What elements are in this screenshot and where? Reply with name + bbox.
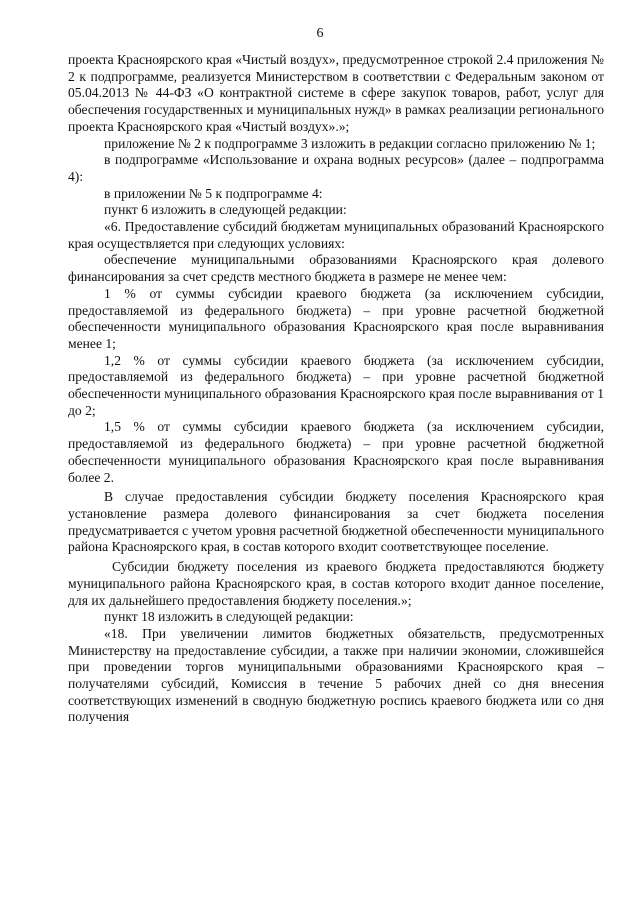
paragraph-5: пункт 6 изложить в следующей редакции: — [104, 202, 347, 218]
page-number: 6 — [316, 26, 324, 41]
document-body — [68, 52, 604, 726]
paragraph-11: В случае предоставления субсидии бюджету поселения Красноярского края установление размера долевого финансирования за счет бюджета поселения предусматривается с учетом уровня расчетной бюджетной обеспеченности муниципального района Красноярского края, в состав которого входит соответствующее поселение. — [68, 489, 604, 555]
paragraph-2: приложение № 2 к подпрограмме 3 изложить в редакции согласно приложению № 1; — [104, 135, 596, 151]
paragraph-6: «6. Предоставление субсидий бюджетам муниципальных образований Красноярского края осуществляется при следующих условиях: — [68, 219, 604, 251]
paragraph-8: 1 % от суммы субсидии краевого бюджета (за исключением субсидии, предоставляемой из федерального бюджета) – при уровне расчетной бюджетной обеспеченности муниципального образования Красноярского края после выравнивания менее 1; — [68, 285, 604, 351]
paragraph-12: Субсидии бюджету поселения из краевого бюджета предоставляются бюджету муниципального района Красноярского края, в состав которого входит данное поселение, для их дальнейшего предоставления бюджету поселения.»; — [68, 559, 604, 608]
paragraph-10: 1,5 % от суммы субсидии краевого бюджета (за исключением субсидии, предоставляемой из федерального бюджета) – при уровне расчетной бюджетной обеспеченности муниципального образования Красноярского края после выравнивания более 2. — [68, 419, 604, 485]
paragraph-3: в подпрограмме «Использование и охрана водных ресурсов» (далее – подпрограмма 4): — [68, 152, 604, 184]
paragraph-1: проекта Красноярского края «Чистый воздух», предусмотренное строкой 2.4 приложения № 2 к подпрограмме, реализуется Министерством в соответствии с Федеральным законом от 05.04.2013 № 44-ФЗ «О контрактной системе в сфере закупок товаров, работ, услуг для обеспечения государственных и муниципальных нужд» в рамках реализации регионального проекта Красноярского края «Чистый воздух».»; — [68, 52, 604, 134]
paragraph-14: «18. При увеличении лимитов бюджетных обязательств, предусмотренных Министерству на предоставление субсидии, а также при наличии экономии, сложившейся при проведении торгов муниципальными образованиями Красноярского края – получателями субсидий, Комиссия в течение 5 рабочих дней со дня внесения соответствующих изменений в сводную бюджетную роспись краевого бюджета или со дня получения — [68, 625, 604, 725]
paragraph-7: обеспечение муниципальными образованиями Красноярского края долевого финансирования за счет средств местного бюджета в размере не менее чем: — [68, 252, 604, 285]
paragraph-13: пункт 18 изложить в следующей редакции: — [104, 609, 354, 625]
paragraph-4: в приложении № 5 к подпрограмме 4: — [104, 185, 323, 201]
paragraph-9: 1,2 % от суммы субсидии краевого бюджета (за исключением субсидии, предоставляемой из федерального бюджета) – при уровне расчетной бюджетной обеспеченности муниципального образования Красноярского края после выравнивания от 1 до 2; — [68, 352, 604, 418]
